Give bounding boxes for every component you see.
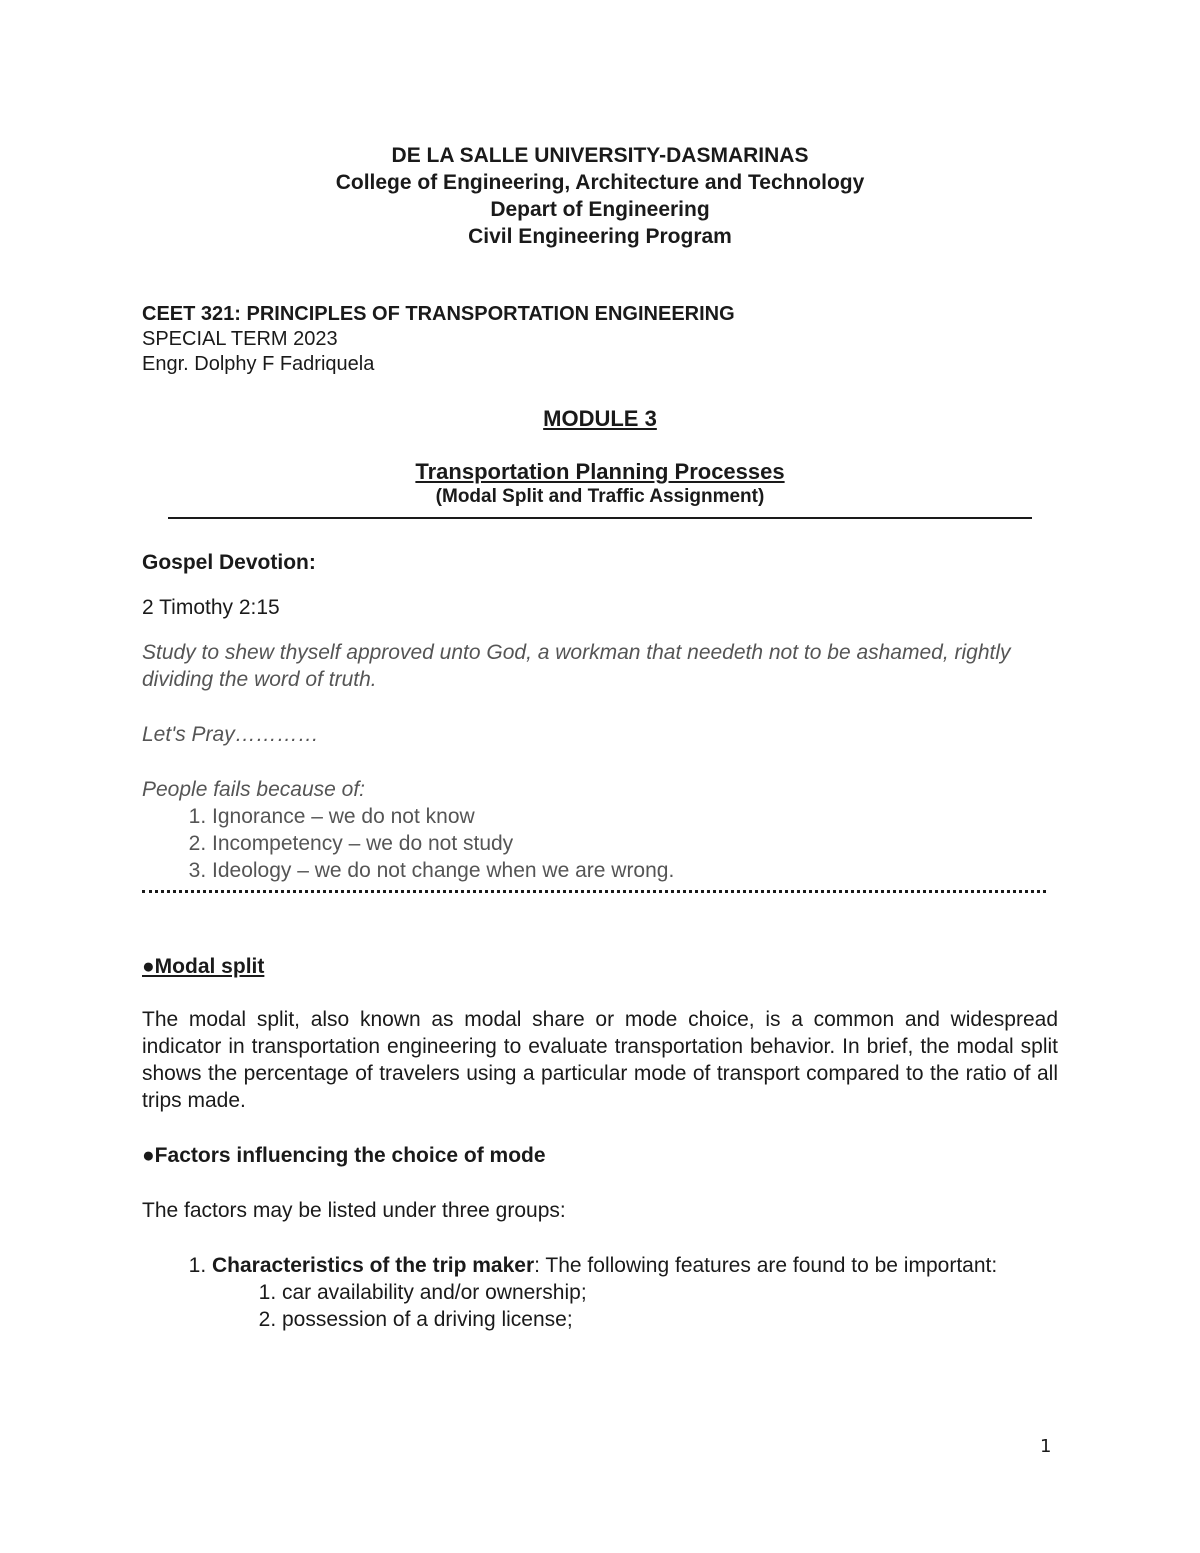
factors-intro: The factors may be listed under three groups:	[142, 1199, 566, 1222]
prayer-line: Let's Pray…………	[142, 723, 319, 746]
list-item: 1. Ignorance – we do not know	[212, 803, 1058, 830]
horizontal-rule	[168, 517, 1032, 519]
verse-text: Study to shew thyself approved unto God, a workman that needeth not to be ashamed, rightly dividing the word of truth.	[142, 641, 1011, 691]
dotted-divider	[142, 890, 1046, 893]
list-item: 2. possession of a driving license;	[282, 1306, 1058, 1333]
factor-group	[212, 1252, 1058, 1333]
module-title: MODULE 3	[543, 406, 657, 431]
page-content	[142, 142, 1058, 1333]
college-name: College of Engineering, Architecture and Technology	[335, 171, 865, 194]
course-instructor: Engr. Dolphy F Fadriquela	[142, 353, 375, 375]
page-number: 1	[1040, 1436, 1052, 1457]
fails-list	[142, 803, 1058, 884]
factors-heading: ●Factors influencing the choice of mode	[142, 1144, 546, 1167]
course-term: SPECIAL TERM 2023	[142, 328, 338, 350]
module-subtopic: (Modal Split and Traffic Assignment)	[435, 486, 765, 507]
program-name: Civil Engineering Program	[468, 225, 732, 248]
verse-reference: 2 Timothy 2:15	[142, 596, 280, 619]
course-info	[142, 302, 1058, 377]
list-item: 1. car availability and/or ownership;	[282, 1279, 1058, 1306]
factor-group-title: Characteristics of the trip maker	[212, 1254, 535, 1277]
list-item: 3. Ideology – we do not change when we are wrong.	[212, 857, 1058, 884]
department-name: Depart of Engineering	[490, 198, 710, 221]
fails-intro: People fails because of:	[142, 778, 365, 801]
factor-group-text: : The following features are found to be important:	[534, 1254, 998, 1277]
list-item: 2. Incompetency – we do not study	[212, 830, 1058, 857]
university-name: DE LA SALLE UNIVERSITY-DASMARINAS	[391, 144, 809, 167]
institution-header	[142, 142, 1058, 250]
modal-split-heading: ●Modal split	[142, 955, 265, 978]
devotion-heading: Gospel Devotion:	[142, 551, 316, 574]
factor-groups-list	[142, 1252, 1058, 1333]
factor-sub-list	[212, 1279, 1058, 1333]
modal-split-paragraph: The modal split, also known as modal share or mode choice, is a common and widespread indicator in transportation engineering to evaluate transportation behavior. In brief, the modal split shows the percentage of travelers using a particular mode of transport compared to the ratio of all trips made.	[142, 1008, 1058, 1112]
module-topic: Transportation Planning Processes	[415, 459, 785, 484]
course-title: CEET 321: PRINCIPLES OF TRANSPORTATION ENGINEERING	[142, 303, 735, 325]
